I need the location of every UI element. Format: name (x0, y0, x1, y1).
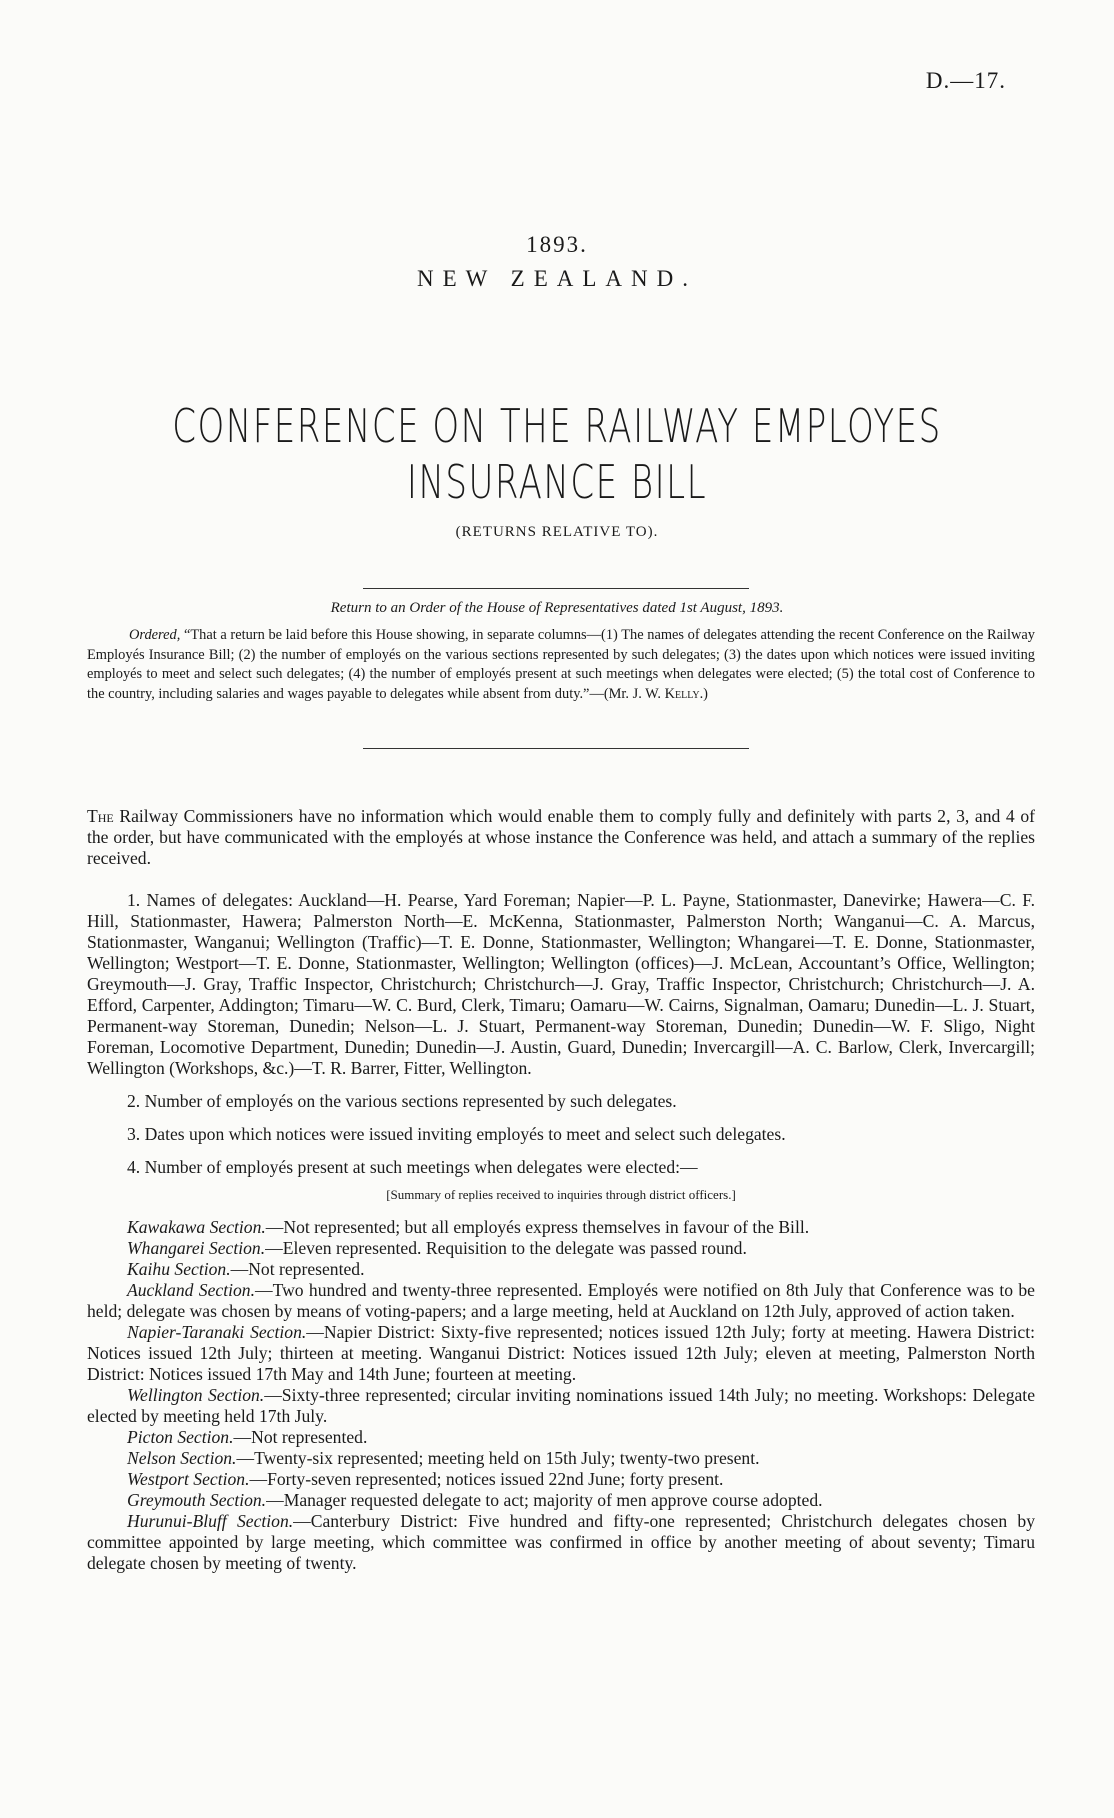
section-entry (87, 1259, 1035, 1280)
section-name: Auckland Section. (127, 1280, 255, 1300)
document-subtitle: (RETURNS RELATIVE TO). (455, 524, 659, 540)
section-name: Hurunui-Bluff Section. (127, 1511, 294, 1531)
order-items (87, 890, 1035, 1574)
mover-name: Kelly (664, 685, 700, 702)
section-name: Whangarei Section. (127, 1238, 266, 1258)
section-name: Nelson Section. (127, 1448, 237, 1468)
section-text: —Napier District: Sixty-five represented; notices issued 12th July; forty at meeting. Hawera District: Notices issued 12th July; thirteen at meeting. Wanganui District: Notices issued 12th July; eleven at meeting, Palmerston North District: Notices issued 17th May and 14th June; fourteen at meeting. (87, 1322, 1035, 1384)
document-reference: D.—17. (925, 68, 1006, 93)
section-text: —Not represented; but all employés express themselves in favour of the Bill. (265, 1217, 810, 1237)
title-line-2: INSURANCE BILL (406, 455, 708, 509)
ordered-closing: .) (699, 685, 708, 702)
divider-bottom (363, 748, 749, 749)
section-text: —Manager requested delegate to act; majority of men approve course adopted. (266, 1490, 823, 1510)
ordered-label: Ordered, (129, 627, 181, 643)
section-entry (87, 1322, 1035, 1385)
country-heading: NEW ZEALAND. (416, 266, 698, 291)
order-paragraph (87, 626, 1035, 704)
item-3-notice-dates: 3. Dates upon which notices were issued inviting employés to meet and select such delegates. (127, 1124, 786, 1144)
section-entry (87, 1280, 1035, 1322)
sections-list (87, 1217, 1035, 1574)
section-text: —Twenty-six represented; meeting held on 15th July; twenty-two present. (236, 1448, 760, 1468)
section-entry (87, 1469, 1035, 1490)
year-heading: 1893. (526, 232, 588, 257)
section-entry (87, 1238, 1035, 1259)
item-4-present: 4. Number of employés present at such meetings when delegates were elected:— (127, 1157, 698, 1177)
intro-first-word: The (87, 806, 114, 826)
section-text: —Two hundred and twenty-three represented. Employés were notified on 8th July that Conference was to be held; delegate was chosen by means of voting-papers; and a large meeting, held at Auckland on 12th July, approved of action taken. (87, 1280, 1035, 1321)
section-entry (87, 1217, 1035, 1238)
section-entry (87, 1385, 1035, 1427)
document-title (145, 398, 969, 510)
section-name: Greymouth Section. (127, 1490, 267, 1510)
section-text: —Not represented. (233, 1427, 368, 1447)
section-text: —Forty-seven represented; notices issued 22nd June; forty present. (249, 1469, 724, 1489)
item-2-employes: 2. Number of employés on the various sections represented by such delegates. (127, 1091, 677, 1111)
intro-paragraph (87, 806, 1035, 869)
section-name: Napier-Taranaki Section. (127, 1322, 307, 1342)
item-1-delegates: 1. Names of delegates: Auckland—H. Pearse, Yard Foreman; Napier—P. L. Payne, Stationmaster, Danevirke; Hawera—C. F. Hill, Stationmaster, Hawera; Palmerston North—E. McKenna, Stationmaster, Palmerston North; Wanganui—C. A. Marcus, Stationmaster, Wanganui; Wellington (Traffic)—T. E. Donne, Stationmaster, Wellington; Whangarei—T. E. Donne, Stationmaster, Wellington; Westport—T. E. Donne, Stationmaster, Wellington; Wellington (offices)—J. McLean, Accountant’s Office, Wellington; Greymouth—J. Gray, Traffic Inspector, Christchurch; Christchurch—J. Gray, Traffic Inspector, Christchurch; Christchurch—J. A. Efford, Carpenter, Addington; Timaru—W. C. Burd, Clerk, Timaru; Oamaru—W. Cairns, Signalman, Oamaru; Dunedin—L. J. Stuart, Permanent-way Storeman, Dunedin; Nelson—L. J. Stuart, Permanent-way Storeman, Dunedin; Dunedin—W. F. Sligo, Night Foreman, Locomotive Department, Dunedin; Dunedin—J. Austin, Guard, Dunedin; Invercargill—A. C. Barlow, Clerk, Invercargill; Wellington (Workshops, &c.)—T. R. Barrer, Fitter, Wellington. (87, 890, 1035, 1078)
section-name: Westport Section. (127, 1469, 250, 1489)
divider-top (363, 588, 749, 589)
section-entry (87, 1427, 1035, 1448)
title-line-1: CONFERENCE ON THE RAILWAY EMPLOYES (172, 399, 942, 453)
section-text: —Eleven represented. Requisition to the delegate was passed round. (265, 1238, 747, 1258)
section-name: Picton Section. (127, 1427, 234, 1447)
section-text: —Canterbury District: Five hundred and fifty-one represented; Christchurch delegates chosen by committee appointed by large meeting, which committee was confirmed in office by another meeting of about seventy; Timaru delegate chosen by meeting of twenty. (87, 1511, 1035, 1573)
section-entry (87, 1490, 1035, 1511)
section-text: —Sixty-three represented; circular inviting nominations issued 14th July; no meeting. Workshops: Delegate elected by meeting held 17th July. (87, 1385, 1036, 1426)
section-entry (87, 1448, 1035, 1469)
intro-text: Railway Commissioners have no information which would enable them to comply fully and definitely with parts 2, 3, and 4 of the order, but have communicated with the employés at whose instance the Conference was held, and attach a summary of the replies received. (87, 806, 1035, 868)
ordered-text: “That a return be laid before this House showing, in separate columns—(1) The names of delegates attending the recent Conference on the Railway Employés Insurance Bill; (2) the number of employés on the various sections represented by such delegates; (3) the dates upon which notices were issued inviting employés to meet and select such delegates; (4) the number of employés present at such meetings when delegates were elected; (5) the total cost of Conference to the country, including salaries and wages payable to delegates while absent from duty.”—(Mr. J. W. (87, 627, 1035, 702)
section-name: Kaihu Section. (127, 1259, 231, 1279)
return-note: Return to an Order of the House of Representatives dated 1st August, 1893. (330, 600, 784, 616)
section-name: Wellington Section. (127, 1385, 265, 1405)
section-entry (87, 1511, 1035, 1574)
section-name: Kawakawa Section. (127, 1217, 266, 1237)
summary-note: [Summary of replies received to inquiries through district officers.] (386, 1187, 736, 1202)
section-text: —Not represented. (230, 1259, 365, 1279)
